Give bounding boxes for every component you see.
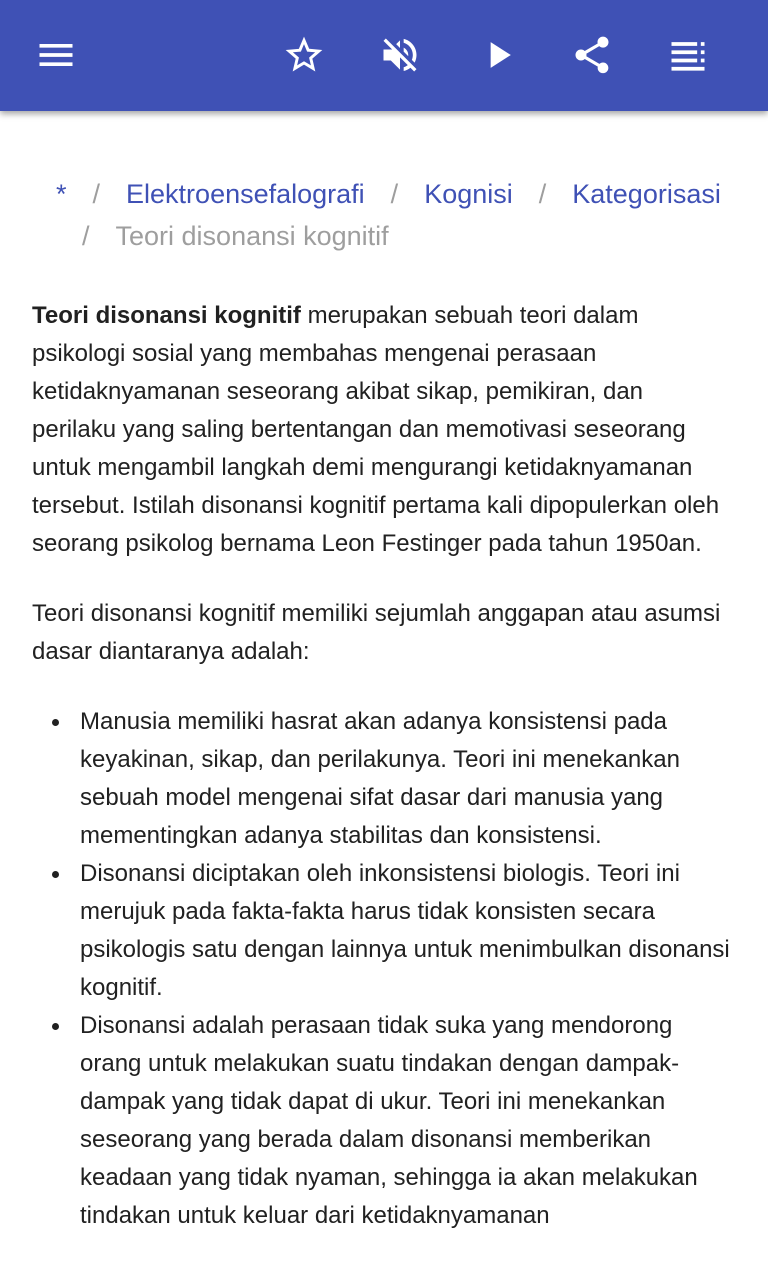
menu-button[interactable] <box>28 27 84 83</box>
article-term: Teori disonansi kognitif <box>32 302 301 329</box>
menu-icon <box>34 33 78 77</box>
assumptions-list <box>32 703 732 1235</box>
breadcrumb-item-elektroensefalografi[interactable]: Elektroensefalografi <box>126 179 365 209</box>
breadcrumb-separator: / <box>538 179 547 209</box>
breadcrumb-separator: / <box>390 179 399 209</box>
app-toolbar <box>0 0 768 111</box>
breadcrumb-item-root[interactable]: * <box>56 179 67 209</box>
breadcrumb-item-kategorisasi[interactable]: Kategorisasi <box>572 179 721 209</box>
list-item: Disonansi diciptakan oleh inkonsistensi biologis. Teori ini merujuk pada fakta-fakta harus tidak konsisten secara psikologis satu dengan lainnya untuk menimbulkan disonansi kognitif. <box>80 855 732 1007</box>
bookmark-button[interactable] <box>276 27 332 83</box>
article-content <box>0 111 768 1280</box>
breadcrumb-item-kognisi[interactable]: Kognisi <box>424 179 513 209</box>
breadcrumb-current: Teori disonansi kognitif <box>115 221 389 251</box>
breadcrumb-separator: / <box>82 221 90 251</box>
breadcrumb <box>56 173 746 257</box>
list-item: Disonansi adalah perasaan tidak suka yang mendorong orang untuk melakukan suatu tindakan dengan dampak-dampak yang tidak dapat di ukur. Teori ini menekankan seseorang yang berada dalam disonansi memberikan keadaan yang tidak nyaman, sehingga ia akan melakukan tindakan untuk keluar dari ketidaknyamanan <box>80 1007 732 1235</box>
volume-off-icon <box>378 33 422 77</box>
article-body <box>32 297 732 1235</box>
play-icon <box>476 33 520 77</box>
toc-button[interactable] <box>660 27 716 83</box>
playlist-icon <box>666 33 710 77</box>
intro-paragraph <box>32 297 732 563</box>
mute-button[interactable] <box>372 27 428 83</box>
assumptions-paragraph: Teori disonansi kognitif memiliki sejumlah anggapan atau asumsi dasar diantaranya adalah: <box>32 600 721 665</box>
share-button[interactable] <box>564 27 620 83</box>
play-button[interactable] <box>470 27 526 83</box>
breadcrumb-separator: / <box>92 179 101 209</box>
share-icon <box>570 33 614 77</box>
intro-text: merupakan sebuah teori dalam psikologi sosial yang membahas mengenai perasaan ketidaknyamanan seseorang akibat sikap, pemikiran, dan perilaku yang saling bertentangan dan memotivasi seseorang untuk mengambil langkah demi mengurangi ketidaknyamanan tersebut. Istilah disonansi kognitif pertama kali dipopulerkan oleh seorang psikolog bernama Leon Festinger pada tahun 1950an. <box>32 302 720 557</box>
list-item: Manusia memiliki hasrat akan adanya konsistensi pada keyakinan, sikap, dan perilakunya. Teori ini menekankan sebuah model mengenai sifat dasar dari manusia yang mementingkan adanya stabilitas dan konsistensi. <box>80 703 732 855</box>
star-outline-icon <box>282 33 326 77</box>
